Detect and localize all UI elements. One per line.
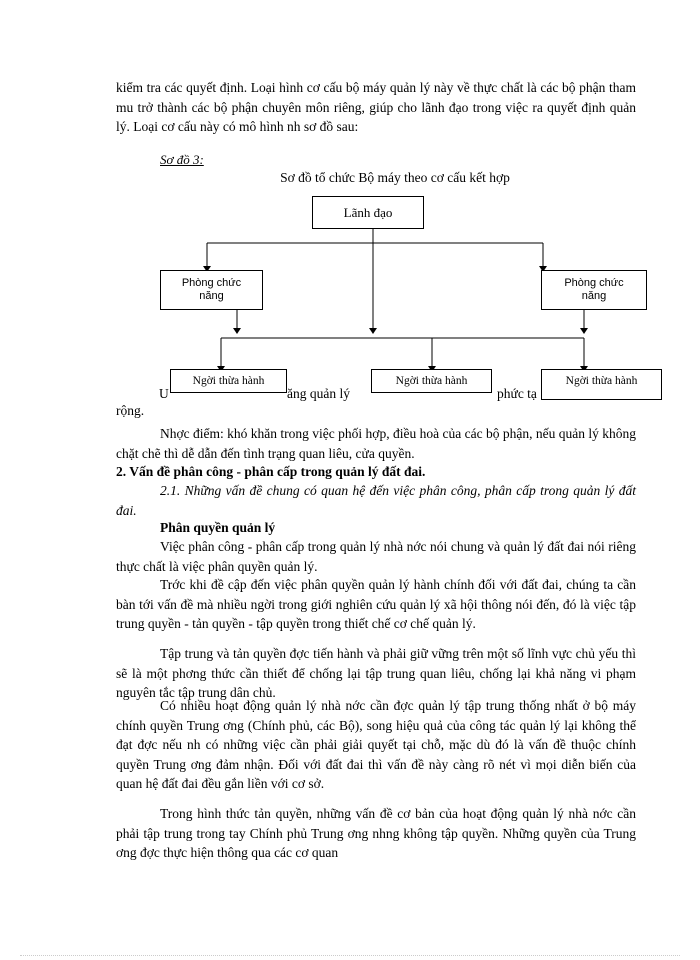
diagram-label: Sơ đồ 3: bbox=[160, 152, 204, 167]
executor-box-middle: Ngời thừa hành bbox=[371, 369, 492, 393]
page-bottom-rule bbox=[20, 955, 680, 956]
paragraph-3: Tập trung và tản quyền đợc tiến hành và phải giữ vững trên một số lĩnh vực chủ yếu thì sẽ là một phơng thức cần thiết để chống lại tập trung quan liêu, chống lại khả năng vi phạm nguyên tắc tập trung dân chủ. bbox=[116, 646, 636, 700]
paragraph-4: Có nhiều hoạt động quản lý nhà nớc cần đợc quản lý tập trung thống nhất ở bộ máy chính quyền Trung ơng (Chính phủ, các Bộ), song hiệu quả của công tác quản lý lại không thể đạt đợc nếu nh có những việc cần phải giải quyết tại chỗ, mặc dù đó là vấn đề thuộc chính quyền Trung ơng đảm nhận. Đối với đất đai thì vấn đề này càng rõ nét vì mọi diễn biến của quan hệ đất đai đều gắn liền với cơ sở. bbox=[116, 698, 636, 791]
right-function-box: Phòng chức năng bbox=[541, 270, 647, 310]
left-function-box: Phòng chức năng bbox=[160, 270, 263, 310]
section-heading: 2. Vấn đề phân công - phân cấp trong quản lý đất đai. bbox=[116, 464, 426, 479]
overlap-text-b: ăng quản lý bbox=[287, 386, 350, 401]
subsection-heading: 2.1. Những vấn đề chung có quan hệ đến việc phân công, phân cấp trong quản lý đất đai. bbox=[116, 483, 636, 518]
intro-paragraph: kiểm tra các quyết định. Loại hình cơ cấu bộ máy quản lý này về thực chất là các bộ phận tham mu trở thành các bộ phận chuyên môn riêng, giúp cho lãnh đạo trong việc ra quyết định quản lý. Loại cơ cấu này có mô hình nh sơ đồ sau: bbox=[116, 80, 636, 134]
paragraph-5: Trong hình thức tản quyền, những vấn đề cơ bản của hoạt động quản lý nhà nớc cần phải tập trung trong tay Chính phủ Trung ơng nhng không tập quyền. Những quyền của Trung ơng đợc thực hiện thông qua các cơ quan bbox=[116, 806, 636, 860]
diagram-title: Sơ đồ tổ chức Bộ máy theo cơ cấu kết hợp bbox=[280, 170, 510, 185]
overlap-text-c: phức tạ bbox=[497, 386, 537, 401]
executor-box-right: Ngời thừa hành bbox=[541, 369, 662, 400]
paragraph-1: Việc phân công - phân cấp trong quản lý nhà nớc nói chung và quản lý đất đai nói riêng thực chất là việc phân quyền quản lý. bbox=[116, 539, 636, 574]
executor-box-left: Ngời thừa hành bbox=[170, 369, 287, 393]
leader-box: Lãnh đạo bbox=[312, 196, 424, 229]
overlap-text-d: rộng. bbox=[116, 403, 145, 418]
paragraph-2: Trớc khi đề cập đến việc phân quyền quản lý hành chính đối với đất đai, chúng ta cần bàn tới vấn đề mà nhiều ngời trong giới nghiên cứu quản lý xã hội thông nói đến, đó là việc tập trung quyền - tản quyền - tập quyền trong thiết chế cơ chế quản lý. bbox=[116, 577, 636, 631]
subheading-phan-quyen: Phân quyền quản lý bbox=[160, 520, 276, 535]
overlap-text-a: U bbox=[159, 386, 169, 401]
disadvantage-paragraph: Nhợc điểm: khó khăn trong việc phối hợp, điều hoà của các bộ phận, nếu quản lý không chặt chẽ thì dễ dẫn đến tình trạng quan liêu, cửa quyền. bbox=[116, 426, 636, 461]
